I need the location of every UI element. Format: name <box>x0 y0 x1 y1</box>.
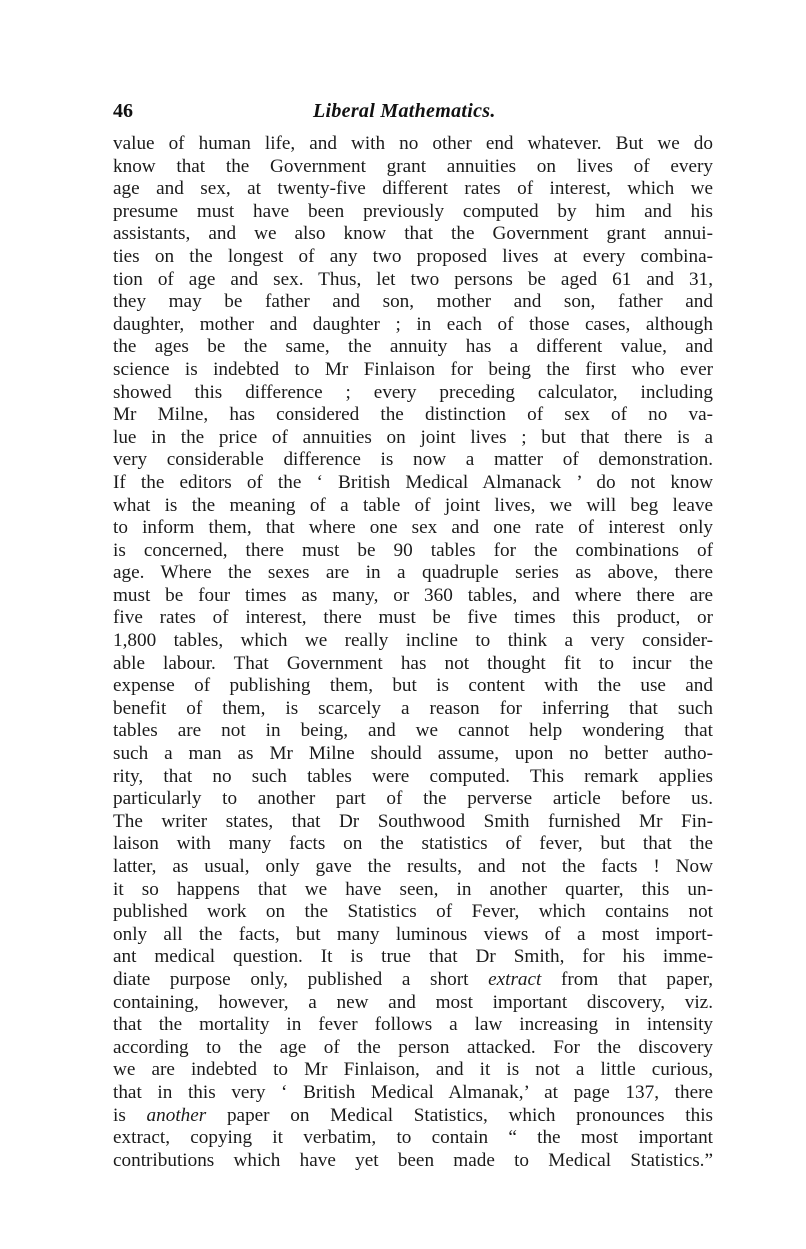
text-line: value of human life, and with no other end whatever. But we do <box>113 133 713 154</box>
running-head <box>113 100 713 130</box>
text-line: lue in the price of annuities on joint lives ; but that there is a <box>113 426 713 448</box>
text-line: ties on the longest of any two proposed lives at every combina- <box>113 245 713 267</box>
text-line: the ages be the same, the annuity has a different value, and <box>113 336 713 358</box>
text-line: Mr Milne, has considered the distinction of sex of no va- <box>113 404 713 426</box>
text-line: showed this difference ; every preceding calculator, including <box>113 381 713 403</box>
line-lead: is <box>113 1104 126 1126</box>
text-line: laison with many facts on the statistics of fever, but that the <box>113 833 713 855</box>
italic-word-extract: extract <box>488 968 542 990</box>
line-tail: paper on Medical Statistics, which pronounces this <box>226 1104 714 1126</box>
body-text <box>113 133 713 1172</box>
text-line: know that the Government grant annuities on lives of every <box>113 155 713 177</box>
page-number: 46 <box>113 100 133 122</box>
text-line: expense of publishing them, but is content with the use and <box>113 675 713 697</box>
text-line: only all the facts, but many luminous views of a most import- <box>113 923 713 945</box>
line-tail: from that paper, <box>561 968 714 990</box>
text-line: presume must have been previously computed by him and his <box>113 200 713 222</box>
text-line: tables are not in being, and we cannot help wondering that <box>113 720 713 742</box>
line-lead: diate purpose only, published a short <box>113 968 469 990</box>
text-line: age and sex, at twenty-five different rates of interest, which we <box>113 178 713 200</box>
text-line: we are indebted to Mr Finlaison, and it is not a little curious, <box>113 1059 713 1081</box>
text-line-with-italic <box>113 1105 713 1128</box>
text-line: latter, as usual, only gave the results, and not the facts ! Now <box>113 856 713 877</box>
text-line: containing, however, a new and most important discovery, viz. <box>113 991 713 1013</box>
text-line: daughter, mother and daughter ; in each of those cases, although <box>113 313 713 335</box>
italic-word-another: another <box>146 1104 207 1126</box>
text-line: tion of age and sex. Thus, let two persons be aged 61 and 31, <box>113 268 713 290</box>
text-line: able labour. That Government has not thought fit to incur the <box>113 652 713 674</box>
text-line: science is indebted to Mr Finlaison for being the first who ever <box>113 358 713 380</box>
text-line: If the editors of the ‘ British Medical Almanack ’ do not know <box>113 471 713 493</box>
running-title: Liberal Mathematics. <box>313 100 496 122</box>
text-line: assistants, and we also know that the Government grant annui- <box>113 223 713 245</box>
text-line: extract, copying it verbatim, to contain “ the most important <box>113 1127 713 1149</box>
text-line: very considerable difference is now a matter of demonstration. <box>113 449 713 471</box>
text-line: that in this very ‘ British Medical Almanak,’ at page 137, there <box>113 1081 713 1103</box>
text-line: what is the meaning of a table of joint lives, we will beg leave <box>113 494 713 516</box>
text-line: it so happens that we have seen, in another quarter, this un- <box>113 878 713 900</box>
text-line: according to the age of the person attacked. For the discovery <box>113 1036 713 1058</box>
text-line: that the mortality in fever follows a law increasing in intensity <box>113 1014 713 1036</box>
text-line: age. Where the sexes are in a quadruple series as above, there <box>113 562 713 584</box>
text-line: published work on the Statistics of Fever, which contains not <box>113 901 713 923</box>
text-line: is concerned, there must be 90 tables for the combinations of <box>113 539 713 561</box>
text-line: such a man as Mr Milne should assume, upon no better autho- <box>113 743 713 765</box>
text-line: particularly to another part of the perverse article before us. <box>113 788 713 810</box>
text-line: benefit of them, is scarcely a reason for inferring that such <box>113 697 713 719</box>
text-line: 1,800 tables, which we really incline to think a very consider- <box>113 630 713 652</box>
text-line: to inform them, that where one sex and one rate of interest only <box>113 517 713 539</box>
text-line: ant medical question. It is true that Dr Smith, for his imme- <box>113 946 713 968</box>
text-line: rity, that no such tables were computed. This remark applies <box>113 765 713 787</box>
text-line: they may be father and son, mother and son, father and <box>113 291 713 313</box>
text-line-final: contributions which have yet been made to Medical Statistics.” <box>113 1149 713 1171</box>
text-line: must be four times as many, or 360 tables, and where there are <box>113 584 713 606</box>
text-line-with-italic <box>113 969 713 992</box>
text-line: five rates of interest, there must be five times this product, or <box>113 607 713 629</box>
text-line: The writer states, that Dr Southwood Smith furnished Mr Fin- <box>113 810 713 832</box>
